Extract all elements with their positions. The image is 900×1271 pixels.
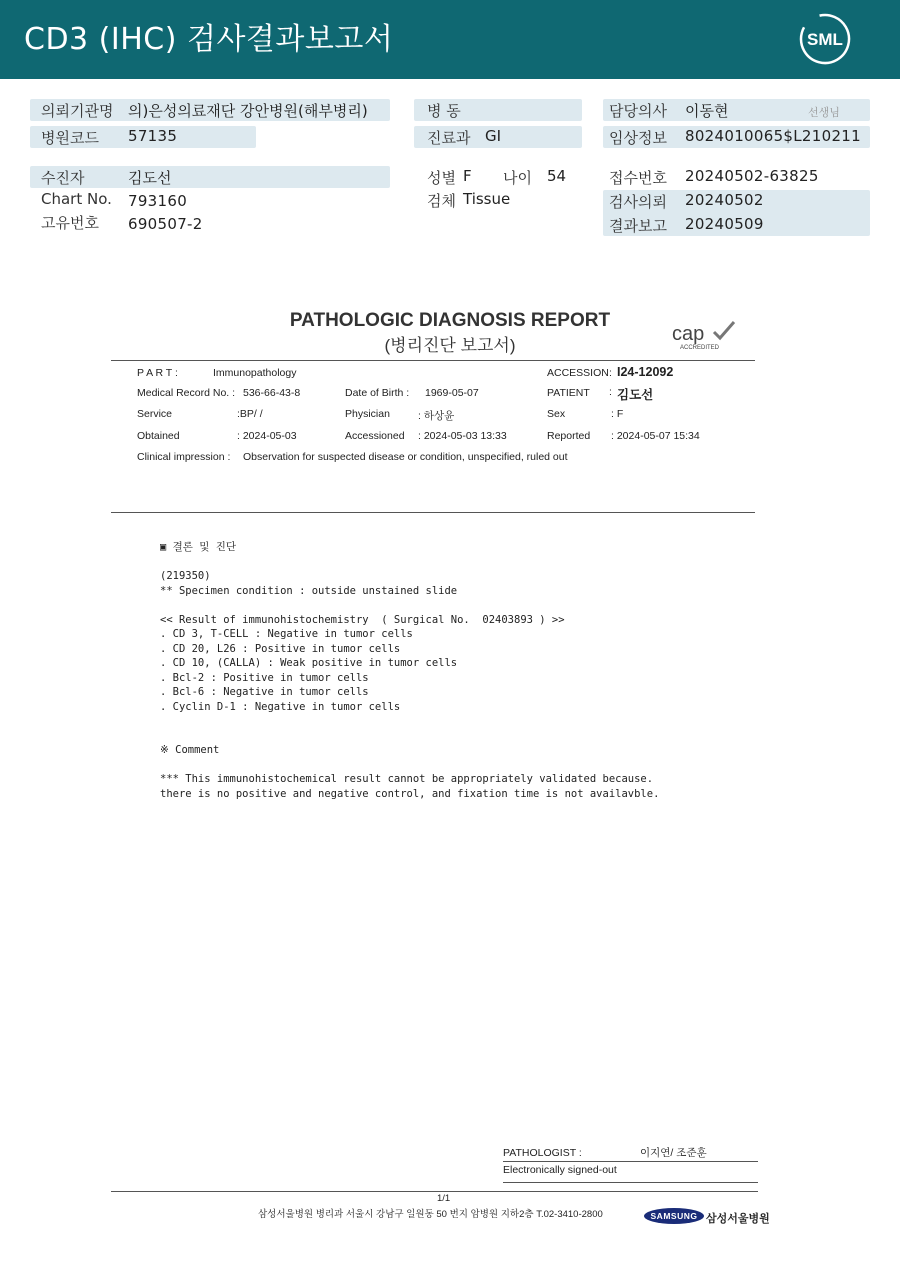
clinical-label: 임상정보 <box>609 129 667 147</box>
request-label: 검사의뢰 <box>609 193 667 211</box>
part-label: P A R T : <box>137 367 178 379</box>
obtained-label: Obtained <box>137 430 180 442</box>
age-value: 54 <box>547 167 567 185</box>
clinical-value: 8024010065$L210211 <box>685 127 861 145</box>
result-label: 결과보고 <box>609 217 667 235</box>
footer-address: 삼성서울병원 병리과 서울시 강남구 일원동 50 번지 암병원 지하2층 T.02-3410-2800 <box>258 1209 603 1220</box>
report-sex-value: : F <box>611 408 624 420</box>
specimen-label: 검체 <box>427 192 456 210</box>
impression-value: Observation for suspected disease or condition, unspecified, ruled out <box>243 451 568 463</box>
patient-label: 수진자 <box>41 169 85 187</box>
impression-label: Clinical impression : <box>137 451 231 463</box>
request-value: 20240502 <box>685 191 764 209</box>
signature-rule <box>503 1161 758 1162</box>
accession-colon: : <box>609 367 612 379</box>
obtained-value: : 2024-05-03 <box>237 430 297 442</box>
page-title: CD3 (IHC) 검사결과보고서 <box>24 22 394 57</box>
accession-value: I24-12092 <box>617 365 674 379</box>
cap-logo-text: cap <box>672 323 705 345</box>
specimen-value: Tissue <box>463 190 511 208</box>
age-label: 나이 <box>503 169 532 187</box>
report-sex-label: Sex <box>547 408 566 420</box>
reported-value: : 2024-05-07 15:34 <box>611 430 700 442</box>
report-patient-value: 김도선 <box>617 388 654 402</box>
receipt-label: 접수번호 <box>609 169 667 187</box>
dob-label: Date of Birth : <box>345 387 410 399</box>
doctor-label: 담당의사 <box>609 102 667 120</box>
part-value: Immunopathology <box>213 367 297 379</box>
unique-label: 고유번호 <box>41 214 99 232</box>
report-title: PATHOLOGIC DIAGNOSIS REPORT <box>289 310 611 331</box>
logo-text: SML <box>807 30 843 49</box>
signature-bottom-rule <box>503 1182 758 1183</box>
footer-rule <box>111 1191 758 1192</box>
cap-logo-subtext: ACCREDITED <box>680 345 720 351</box>
sml-logo-icon <box>798 12 852 66</box>
chart-label: Chart No. <box>41 190 112 208</box>
accessioned-label: Accessioned <box>345 430 405 442</box>
dob-value: 1969-05-07 <box>425 387 479 399</box>
header-bar <box>0 0 900 79</box>
footer-hospital-name: 삼성서울병원 <box>706 1213 770 1225</box>
doctor-value: 이동현 <box>685 102 729 120</box>
patient-colon: : <box>609 386 612 398</box>
service-value: :BP/ / <box>237 408 263 420</box>
physician-value: : 하상윤 <box>418 410 455 422</box>
report-subtitle: (병리진단 보고서) <box>384 336 516 355</box>
reported-label: Reported <box>547 430 591 442</box>
ward-label: 병 동 <box>427 102 461 120</box>
accessioned-value: : 2024-05-03 13:33 <box>418 430 507 442</box>
report-patient-label: PATIENT <box>547 387 590 399</box>
unique-value: 690507-2 <box>128 215 203 233</box>
doctor-suffix: 선생님 <box>808 106 840 119</box>
pathologist-label: PATHOLOGIST : <box>503 1147 582 1159</box>
dept-value: GI <box>485 127 502 145</box>
accession-label: ACCESSION <box>547 367 609 379</box>
result-value: 20240509 <box>685 215 764 233</box>
report-top-rule <box>111 360 755 361</box>
patient-value: 김도선 <box>128 169 172 187</box>
institution-label: 의뢰기관명 <box>41 102 114 120</box>
mrn-value: 536-66-43-8 <box>243 387 301 399</box>
sex-label: 성별 <box>427 169 456 187</box>
mrn-label: Medical Record No. : <box>137 387 236 399</box>
cap-accredited-logo-icon <box>670 318 736 352</box>
pathologist-value: 이지연/ 조준훈 <box>640 1147 707 1159</box>
institution-value: 의)은성의료재단 강안병원(해부병리) <box>128 102 368 120</box>
physician-label: Physician <box>345 408 390 420</box>
report-middle-rule <box>111 512 755 513</box>
chart-value: 793160 <box>128 192 188 210</box>
hospital-code-label: 병원코드 <box>41 129 99 147</box>
sex-value: F <box>463 167 472 185</box>
diagnosis-body: ▣ 결론 및 진단 (219350) ** Specimen condition : outside unstained slide << Result of immunohistochemistry ( Surgical No. 02403893 ) >> . CD 3, T-CELL : Negative in tumor cells . CD 20, L26 : Positive in tumor cells . CD 10, (CALLA) : Weak positive in tumor cells . Bcl-2 : Positive in tumor cells . Bcl-6 : Negative in tumor cells . Cyclin D-1 : Negative in tumor cells ※ Comment *** This immunohistochemical result cannot be appropriately validated because. there is no positive and negative control, and fixation time is not availavble. <box>160 541 660 800</box>
dept-label: 진료과 <box>427 129 471 147</box>
signed-text: Electronically signed-out <box>503 1164 617 1176</box>
page-number: 1/1 <box>437 1193 451 1204</box>
samsung-logo-icon: SAMSUNG <box>644 1208 704 1224</box>
receipt-value: 20240502-63825 <box>685 167 819 185</box>
hospital-code-value: 57135 <box>128 127 178 145</box>
service-label: Service <box>137 408 173 420</box>
